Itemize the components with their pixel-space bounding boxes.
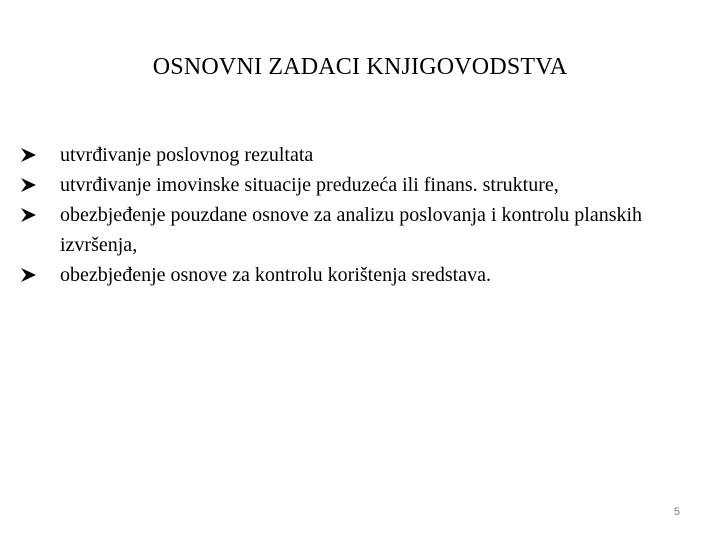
page-number: 5 <box>673 506 680 518</box>
bullet-text: obezbjeđenje pouzdane osnove za analizu poslovanja i kontrolu planskih izvršenja, <box>60 204 643 256</box>
slide-title: OSNOVNI ZADACI KNJIGOVODSTVA <box>152 54 568 80</box>
bullet-item <box>20 200 700 260</box>
arrowhead-bullet-icon <box>20 170 52 200</box>
bullet-item <box>20 140 700 170</box>
bullet-item <box>20 170 700 200</box>
bullet-list <box>20 140 700 290</box>
bullet-text: utvrđivanje poslovnog rezultata <box>60 144 314 166</box>
bullet-text: obezbjeđenje osnove za kontrolu korištenja sredstava. <box>60 264 491 286</box>
arrowhead-bullet-icon <box>20 200 52 230</box>
arrowhead-bullet-icon <box>20 260 52 290</box>
bullet-item <box>20 260 700 290</box>
arrowhead-bullet-icon <box>20 140 52 170</box>
bullet-text: utvrđivanje imovinske situacije preduzeća ili finans. strukture, <box>60 174 559 196</box>
